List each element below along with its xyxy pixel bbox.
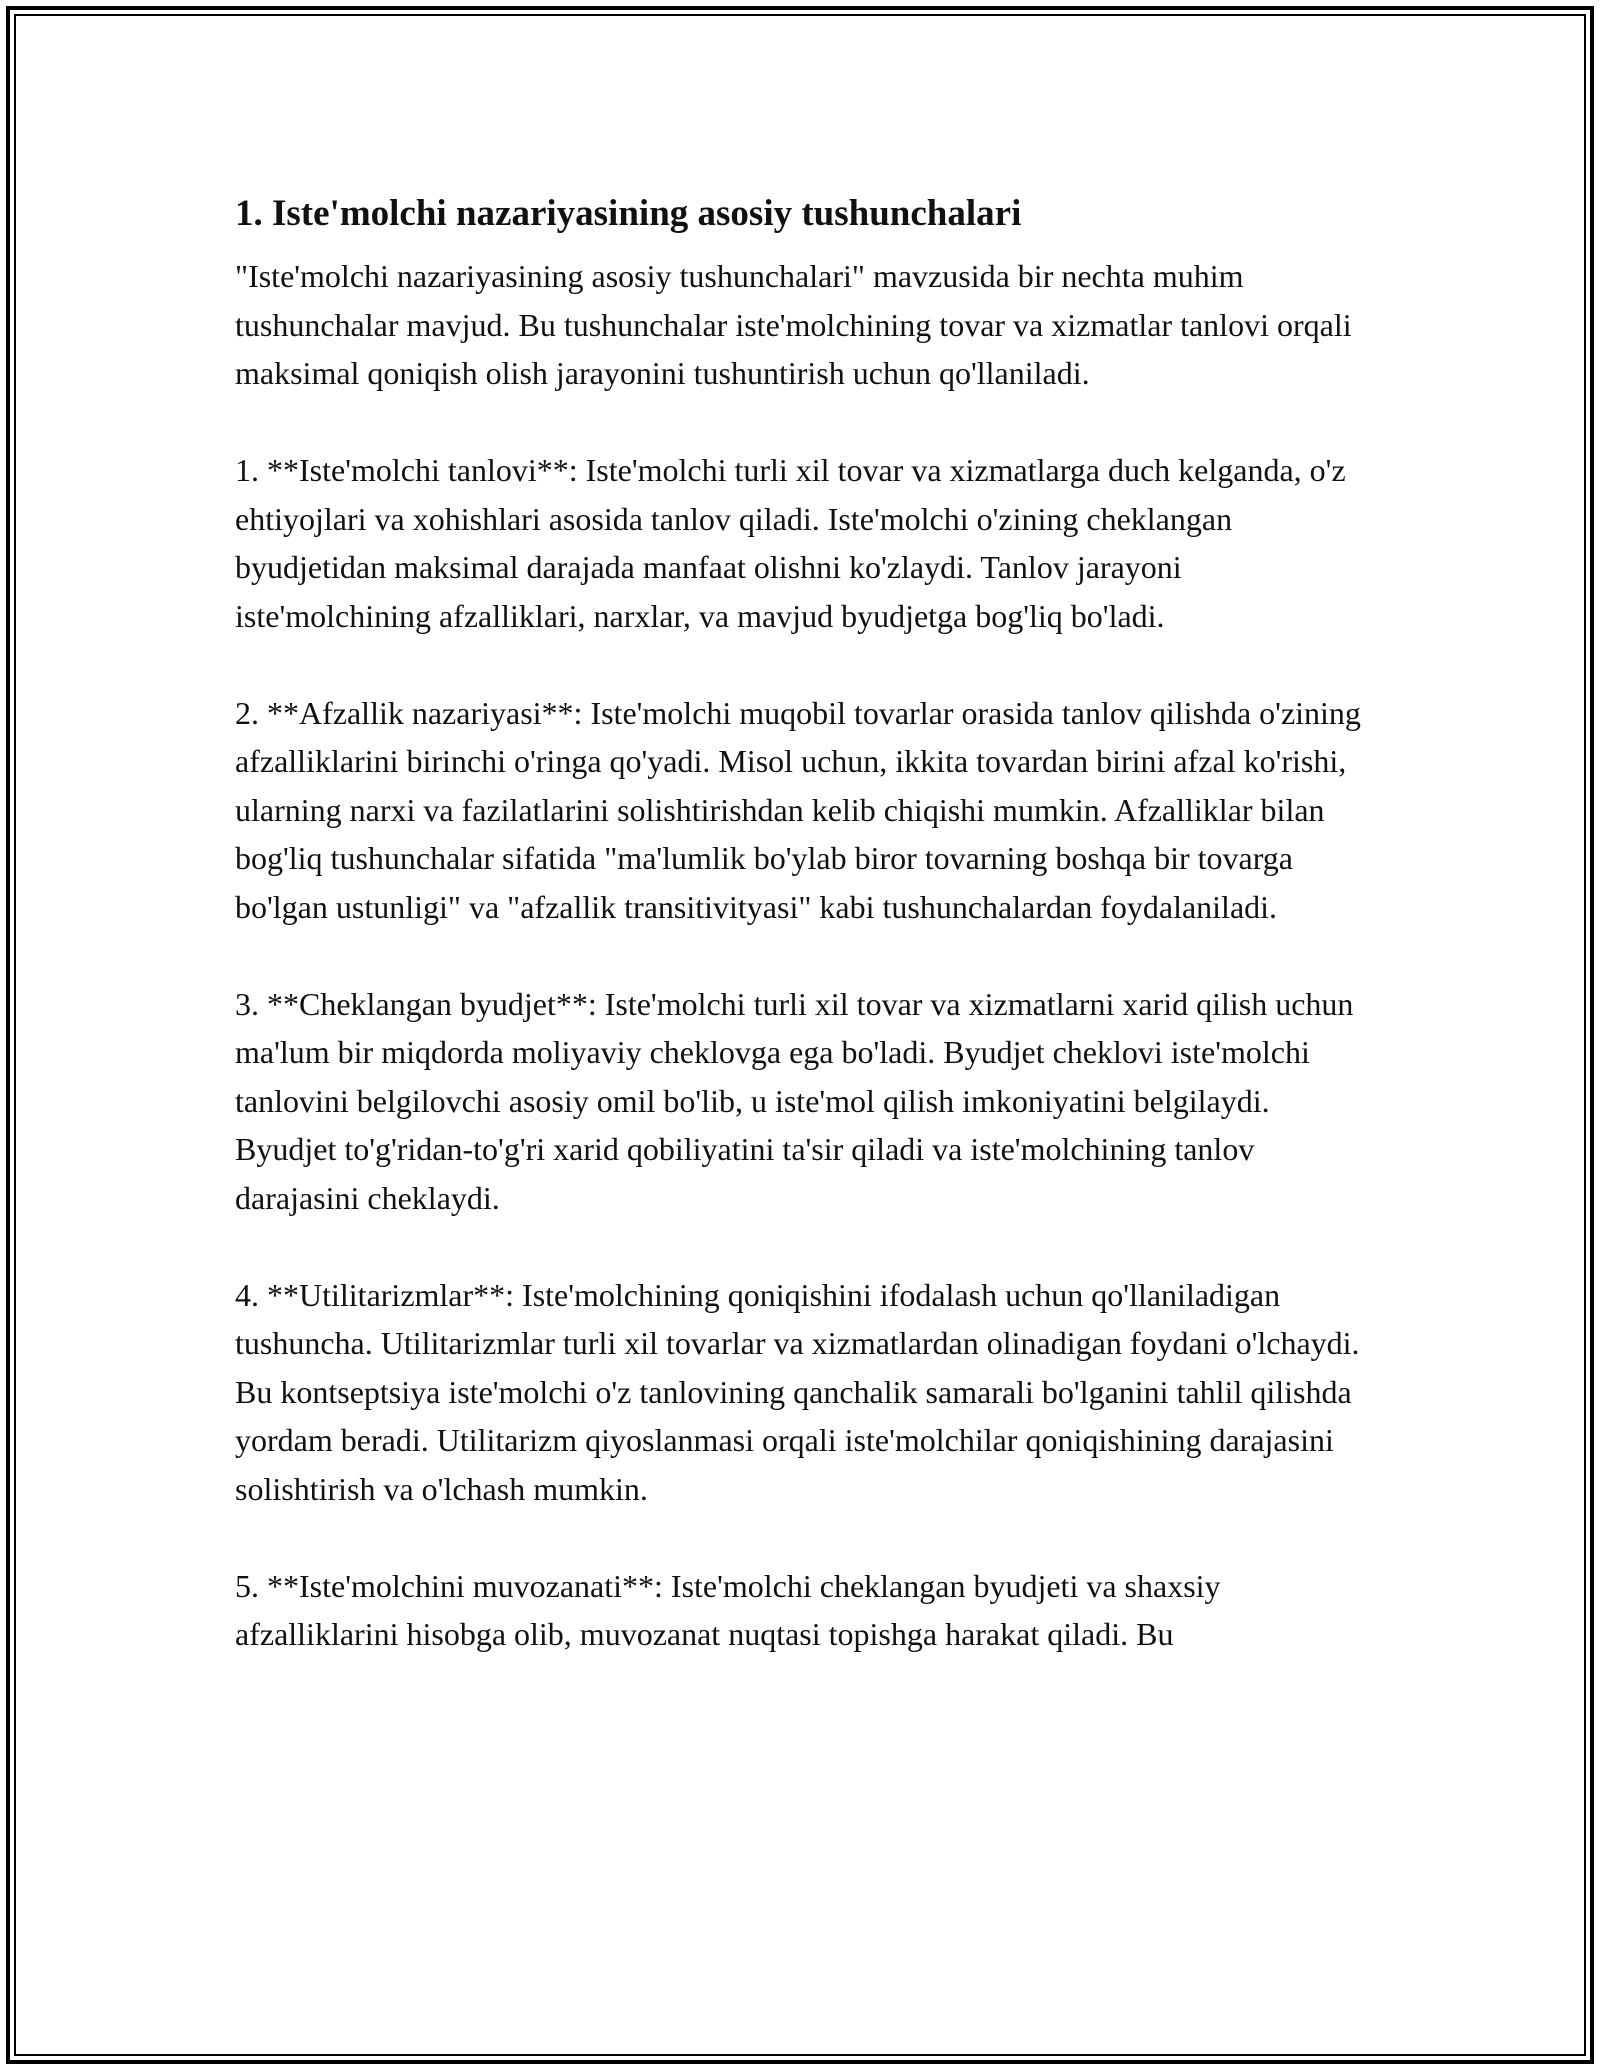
paragraph-consumer-equilibrium: 5. **Iste'molchini muvozanati**: Iste'molchi cheklangan byudjeti va shaxsiy afzalliklarini hisobga olib, muvozanat nuqtasi topishga harakat qiladi. Bu (235, 1567, 1221, 1652)
intro-paragraph: "Iste'molchi nazariyasining asosiy tushunchalari" mavzusida bir nechta muhim tushunchalar mavjud. Bu tushunchalar iste'molchining tovar va xizmatlar tanlovi orqali maksimal qoniqish olish jarayonini tushuntirish uchun qo'llaniladi. (235, 258, 1352, 391)
section-title: 1. Iste'molchi nazariyasining asosiy tushunchalari (235, 193, 1022, 234)
paragraph-preference-theory: 2. **Afzallik nazariyasi**: Iste'molchi muqobil tovarlar orasida tanlov qilishda o'zining afzalliklarini birinchi o'ringa qo'yadi. Misol uchun, ikkita tovardan birini afzal ko'rishi, ularning narxi va fazilatlarini solishtirishdan kelib chiqishi mumkin. Afzalliklar bilan bog'liq tushunchalar sifatida "ma'lumlik bo'ylab biror tovarning boshqa bir tovarga bo'lgan ustunligi" va "afzallik transitivityasi" kabi tushunchalardan foydalaniladi. (235, 694, 1361, 925)
document-body (235, 188, 1375, 1707)
paragraph-utilitarianism: 4. **Utilitarizmlar**: Iste'molchining qoniqishini ifodalash uchun qo'llaniladigan tushuncha. Utilitarizmlar turli xil tovarlar va xizmatlardan olinadigan foydani o'lchaydi. Bu kontseptsiya iste'molchi o'z tanlovining qanchalik samarali bo'lganini tahlil qilishda yordam beradi. Utilitarizm qiyoslanmasi orqali iste'molchilar qoniqishining darajasini solishtirish va o'lchash mumkin. (235, 1276, 1360, 1507)
paragraph-consumer-choice: 1. **Iste'molchi tanlovi**: Iste'molchi turli xil tovar va xizmatlarga duch kelganda, o'z ehtiyojlari va xohishlari asosida tanlov qiladi. Iste'molchi o'zining cheklangan byudjetidan maksimal darajada manfaat olishni ko'zlaydi. Tanlov jarayoni iste'molchining afzalliklari, narxlar, va mavjud byudjetga bog'liq bo'ladi. (235, 452, 1346, 634)
paragraph-limited-budget: 3. **Cheklangan byudjet**: Iste'molchi turli xil tovar va xizmatlarni xarid qilish uchun ma'lum bir miqdorda moliyaviy cheklovga ega bo'ladi. Byudjet cheklovi iste'molchi tanlovini belgilovchi asosiy omil bo'lib, u iste'mol qilish imkoniyatini belgilaydi. Byudjet to'g'ridan-to'g'ri xarid qobiliyatini ta'sir qiladi va iste'molchining tanlov darajasini cheklaydi. (235, 985, 1354, 1216)
